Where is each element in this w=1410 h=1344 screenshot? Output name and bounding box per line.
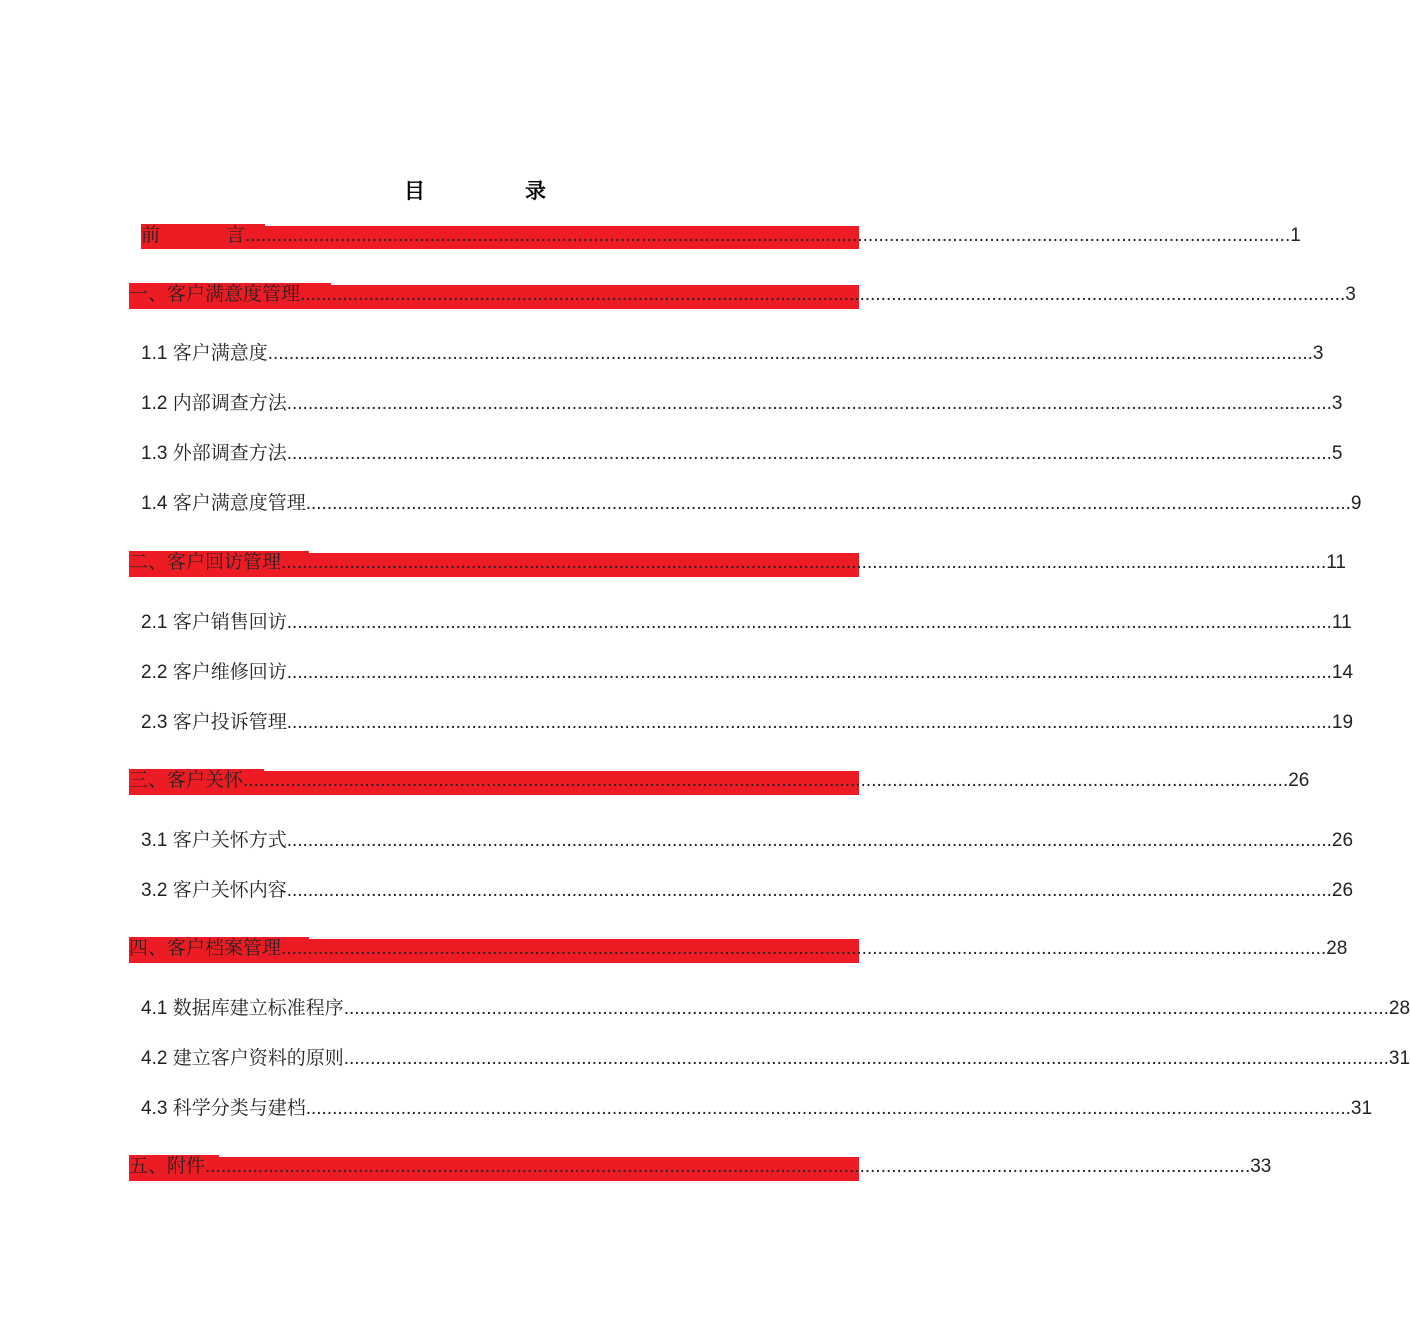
toc-label: 二、客户回访管理 [129,551,282,573]
dot-leader: ...................................................................................................................................................................................................... [286,612,1332,633]
toc-page-number: 31 [1388,1048,1410,1069]
toc-entry-chapter[interactable] [129,935,1348,962]
toc-entry-section[interactable] [141,440,1343,467]
dot-leader: ...................................................................................................................................................................................................... [286,393,1332,414]
toc-label: 4.2 建立客户资料的原则 [141,1048,344,1069]
toc-label: 4.1 数据库建立标准程序 [141,998,344,1019]
toc-label: 3.1 客户关怀方式 [141,830,287,851]
toc-label: 1.1 客户满意度 [141,343,268,364]
toc-label: 一、客户满意度管理 [129,283,301,305]
toc-label: 1.3 外部调查方法 [141,443,287,464]
dot-leader: ...................................................................................................................................................................................................... [281,938,1327,959]
toc-page-number: 5 [1331,443,1343,464]
title-char-1: 目 [404,179,425,203]
dot-leader: ...................................................................................................................................................................................................... [243,770,1289,791]
toc-label: 三、客户关怀 [129,769,244,791]
dot-leader: ...................................................................................................................................................................................................... [286,880,1332,901]
dot-leader: ...................................................................................................................................................................................................... [286,662,1332,683]
dot-leader: ...................................................................................................................................................................................................... [305,493,1351,514]
toc-label-part: 前 [141,224,161,246]
toc-label-part: 言 [226,224,246,246]
dot-leader: ...................................................................................................................................................................................................... [286,443,1332,464]
toc-label: 五、附件 [129,1155,206,1177]
toc-entry-section[interactable] [141,340,1324,367]
toc-entry-section[interactable] [141,877,1354,904]
toc-page-number: 26 [1331,880,1354,901]
toc-page-number: 3 [1331,393,1343,414]
page-title [0,176,950,206]
toc-page-number: 3 [1312,343,1324,364]
toc-label: 1.4 客户满意度管理 [141,493,306,514]
toc-label [141,220,245,249]
dot-leader: ...................................................................................................................................................................................................... [245,225,1291,246]
toc-label: 4.3 科学分类与建档 [141,1098,306,1119]
toc-entry-section[interactable] [141,995,1410,1022]
toc-entry-section[interactable] [141,490,1362,517]
toc-entry-chapter[interactable] [129,1153,1272,1180]
dot-leader: ...................................................................................................................................................................................................... [286,712,1332,733]
toc-page-number: 3 [1345,284,1356,305]
dot-leader: ...................................................................................................................................................................................................... [343,1048,1389,1069]
toc-entry-section[interactable] [141,827,1354,854]
toc-entry-section[interactable] [141,709,1354,736]
toc-page-number: 1 [1290,225,1301,246]
toc-entry-chapter[interactable] [129,549,1346,576]
toc-entry-section[interactable] [141,659,1354,686]
toc-entry-preface[interactable] [141,222,1301,249]
toc-label: 2.2 客户维修回访 [141,662,287,683]
dot-leader: ...................................................................................................................................................................................................... [267,343,1313,364]
toc-page-number: 33 [1250,1156,1272,1177]
toc-page-number: 31 [1350,1098,1373,1119]
dot-leader: ...................................................................................................................................................................................................... [343,998,1389,1019]
toc-entry-chapter[interactable] [129,767,1310,794]
dot-leader: ...................................................................................................................................................................................................... [281,552,1327,573]
dot-leader: ...................................................................................................................................................................................................... [205,1156,1251,1177]
toc-label: 2.3 客户投诉管理 [141,712,287,733]
toc-entry-section[interactable] [141,1045,1410,1072]
dot-leader: ...................................................................................................................................................................................................... [300,284,1346,305]
toc-page-number: 26 [1331,830,1354,851]
toc-page-number: 28 [1388,998,1410,1019]
toc-page-number: 28 [1326,938,1348,959]
toc-entry-section[interactable] [141,390,1343,417]
toc-page-number: 11 [1326,552,1346,573]
toc-label: 四、客户档案管理 [129,937,282,959]
dot-leader: ...................................................................................................................................................................................................... [286,830,1332,851]
toc-page-number: 19 [1331,712,1354,733]
title-char-2: 录 [525,179,546,203]
toc-entry-section[interactable] [141,609,1352,636]
toc-page-number: 9 [1350,493,1362,514]
toc-label: 2.1 客户销售回访 [141,612,287,633]
toc-page-number: 11 [1331,612,1352,633]
dot-leader: ...................................................................................................................................................................................................... [305,1098,1351,1119]
toc-label: 3.2 客户关怀内容 [141,880,287,901]
toc-label: 1.2 内部调查方法 [141,393,287,414]
toc-page-number: 26 [1288,770,1310,791]
toc-entry-section[interactable] [141,1095,1373,1122]
toc-page-number: 14 [1331,662,1354,683]
toc-entry-chapter[interactable] [129,281,1356,308]
